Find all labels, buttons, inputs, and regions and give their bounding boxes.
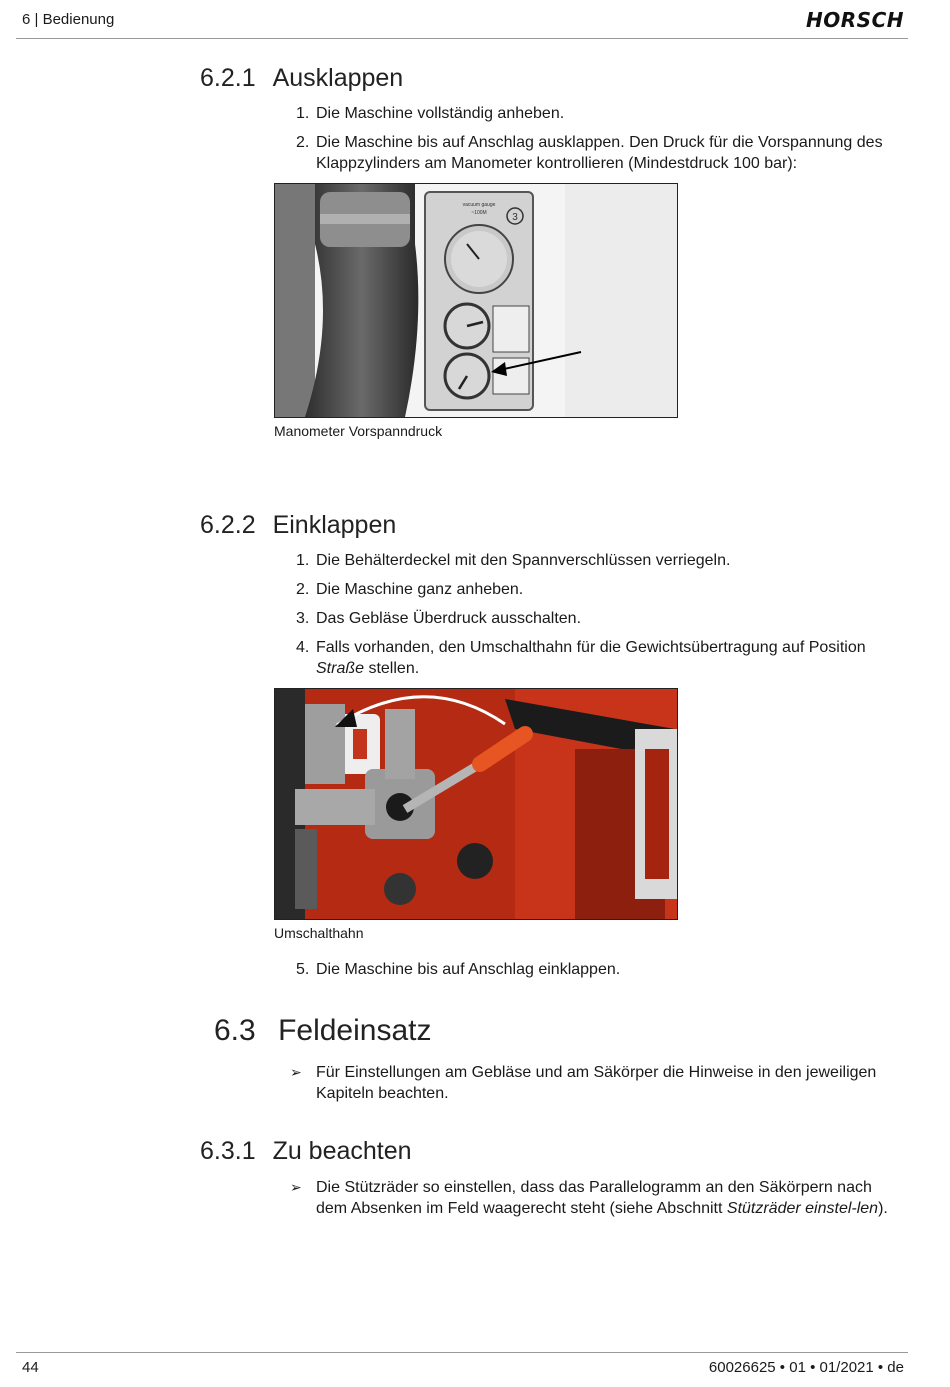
step-number: 1. [296, 105, 310, 122]
section-number: 6.3 [214, 1014, 256, 1047]
step-number: 2. [296, 581, 310, 598]
manometer-photo [274, 183, 678, 418]
section-title: Zu beachten [272, 1137, 412, 1165]
step-number: 4. [296, 639, 310, 656]
manometer-illustration [275, 184, 677, 417]
step-number: 1. [296, 552, 310, 569]
step-number: 2. [296, 134, 310, 151]
step-text: Das Gebläse Überdruck ausschalten. [316, 610, 582, 627]
heading-6-2-2 [200, 511, 396, 540]
bullet-text-part: ). [878, 1200, 888, 1217]
bullet-text: Für Einstellungen am Gebläse und am Säkörper die Hinweise in den jeweiligen Kapiteln beachten. [316, 1064, 877, 1102]
step-text [316, 637, 906, 679]
page-header [16, 0, 908, 39]
heading-6-2-1 [200, 64, 403, 93]
section-title: Einklappen [272, 511, 397, 539]
valve-photo [274, 688, 678, 920]
bullet-text [316, 1177, 906, 1219]
section-title: Feldeinsatz [278, 1014, 432, 1047]
page-number: 44 [22, 1359, 39, 1376]
section-number: 6.2.2 [200, 511, 256, 539]
step-number: 5. [296, 961, 310, 978]
arrow-bullet-icon: ➢ [290, 1179, 302, 1195]
gauge-subtitle: ~100M [471, 210, 487, 216]
step-text-part: Falls vorhanden, den Umschalthahn für die Gewichtsübertragung auf Position [316, 639, 866, 656]
section-number: 6.3.1 [200, 1137, 256, 1165]
step-text: Die Maschine bis auf Anschlag einklappen. [316, 961, 621, 978]
valve-illustration [275, 689, 677, 919]
heading-6-3-1 [200, 1137, 412, 1166]
step-text-part: stellen. [364, 660, 420, 677]
document-number: 60026625 • 01 • 01/2021 • de [708, 1359, 904, 1376]
step-text: Die Behälterdeckel mit den Spannverschlüssen verriegeln. [316, 552, 731, 569]
chapter-label: 6 | Bedienung [22, 11, 115, 28]
section-number: 6.2.1 [200, 64, 256, 92]
heading-6-3 [214, 1014, 431, 1048]
figure-caption: Manometer Vorspanndruck [274, 423, 443, 439]
step-text: Die Maschine ganz anheben. [316, 581, 524, 598]
figure-caption: Umschalthahn [274, 925, 364, 941]
arrow-bullet-icon: ➢ [290, 1064, 302, 1080]
horsch-logo: HORSCH [806, 8, 904, 32]
page-footer [16, 1352, 908, 1383]
gauge-badge: 3 [512, 212, 518, 223]
gauge-label: vacuum gauge [462, 202, 496, 208]
section-title: Ausklappen [272, 64, 404, 92]
position-name: Straße [316, 660, 365, 677]
bullet-text-part: Die Stützräder so einstellen, dass das Parallelogramm an den Säkörpern nach dem Absenken im Feld waagerecht steht (siehe Abschnitt [316, 1179, 872, 1217]
step-number: 3. [296, 610, 310, 627]
step-text: Die Maschine vollständig anheben. [316, 105, 565, 122]
step-text: Die Maschine bis auf Anschlag ausklappen. Den Druck für die Vorspannung des Klappzylinders am Manometer kontrollieren (Mindestdruck 100 bar): [316, 134, 883, 172]
cross-reference: Stützräder einstel-len [726, 1200, 879, 1217]
